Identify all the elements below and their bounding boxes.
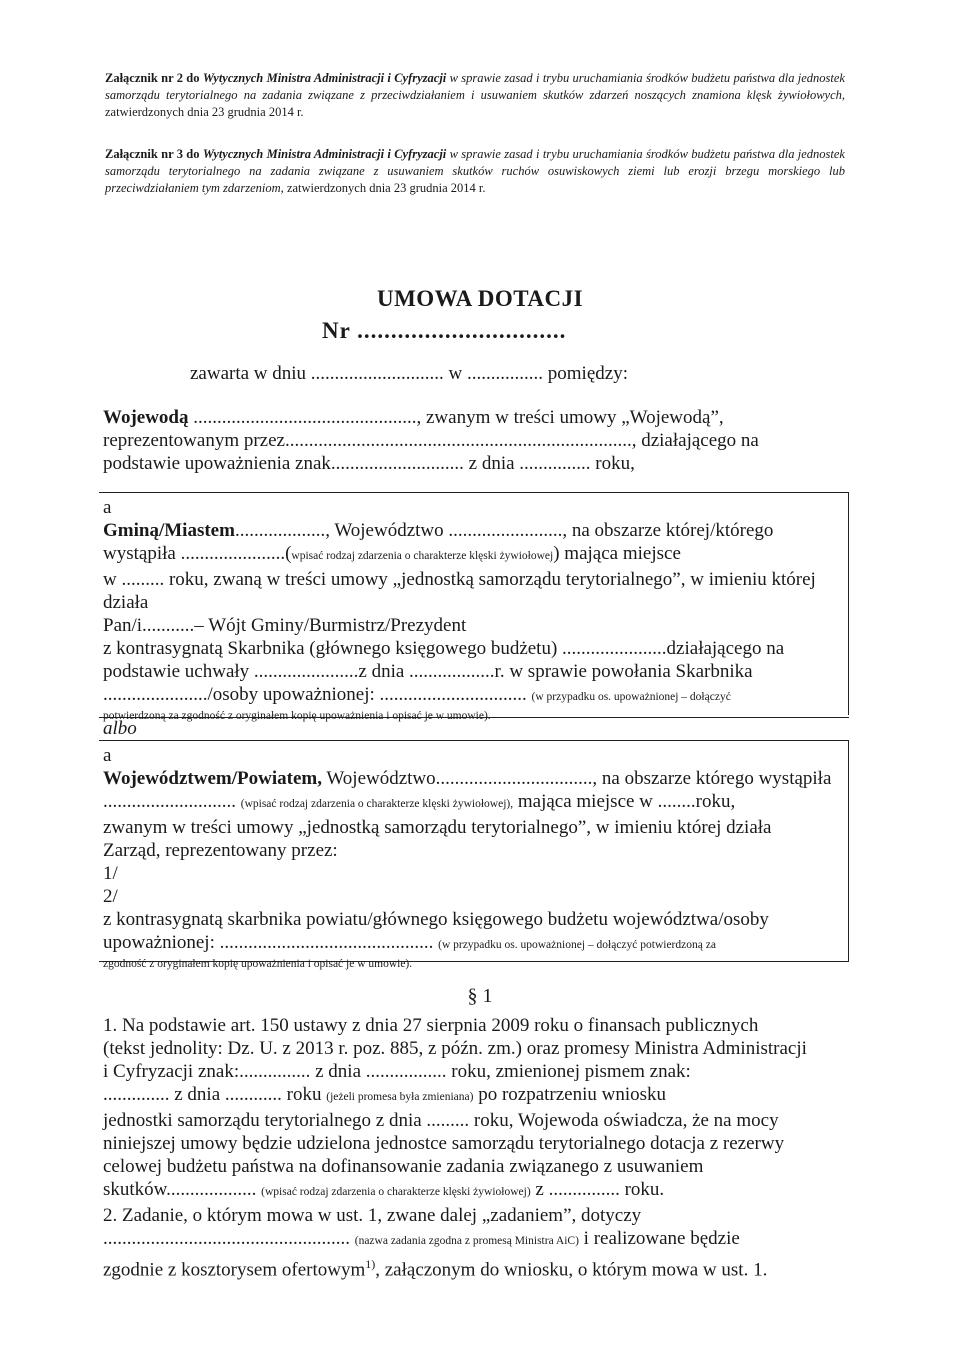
section-1-line-5: jednostki samorządu terytorialnego z dnia ......... roku, Wojewoda oświadcza, że na mocy bbox=[103, 1110, 779, 1131]
section-1-line-3: i Cyfryzacji znak:............... z dnia ................. roku, zmienionej pismem znak: bbox=[103, 1061, 691, 1082]
municipality-line-1: ..................., Województwo ........................, na obszarze której/którego bbox=[234, 520, 774, 541]
voivodeship-line-6: 2/ bbox=[103, 886, 118, 907]
section-1-item-2-line-1: 2. Zadanie, o którym mowa w ust. 1, zwane dalej „zadaniem”, dotyczy bbox=[103, 1205, 642, 1226]
section-1-item-2-line-2-note: (nazwa zadania zgodna z promesą Ministra AiC) bbox=[354, 1235, 579, 1247]
voivodeship-line-9-note: zgodność z oryginałem kopię upoważnienia i opisać je w umowie). bbox=[103, 958, 413, 970]
section-1-line-2: (tekst jednolity: Dz. U. z 2013 r. poz. 885, z późn. zm.) oraz promesy Ministra Administracji bbox=[103, 1038, 807, 1059]
voivode-line-3: podstawie upoważnienia znak............................ z dnia ............... roku, bbox=[103, 453, 635, 474]
annex-2-header bbox=[105, 70, 845, 121]
municipality-line-2-note: wpisać rodzaj zdarzenia o charakterze klęski żywiołowej bbox=[291, 550, 554, 562]
voivodeship-name: Województwem/Powiatem, bbox=[103, 768, 322, 789]
section-1-line-8b: z ............... roku. bbox=[530, 1179, 665, 1200]
section-1-item-2-line-3a: zgodnie z kosztorysem ofertowym bbox=[103, 1259, 366, 1281]
annex-2-doc-title: Wytycznych Ministra Administracji i Cyfryzacji bbox=[202, 71, 447, 85]
voivode-party bbox=[103, 406, 841, 475]
section-1-line-4b: po rozpatrzeniu wniosku bbox=[473, 1084, 667, 1105]
document-title: UMOWA DOTACJI bbox=[376, 286, 584, 311]
municipality-name: Gminą/Miastem bbox=[103, 520, 235, 541]
voivodeship-line-3: zwanym w treści umowy „jednostką samorządu terytorialnego”, w imieniu której działa bbox=[103, 817, 772, 838]
section-1-line-7: celowej budżetu państwa na dofinansowanie zadania związanego z usuwaniem bbox=[103, 1156, 704, 1177]
agreement-number: Nr ............................... bbox=[322, 318, 567, 343]
municipality-line-7: podstawie uchwały ......................z dnia ..................r. w sprawie powołania Skarbnika bbox=[103, 661, 753, 682]
annex-3-subject: w sprawie zasad i trybu uruchamiania środków budżetu państwa dla jednostek samorządu terytorialnego na zadania związane z usuwaniem skutków ruchów osuwiskowych ziemi lub erozji brzegu morskiego lub przeciwdziałaniem tym zdarzeniom, bbox=[105, 147, 845, 195]
municipality-line-5: Pan/i...........– Wójt Gminy/Burmistrz/Prezydent bbox=[103, 615, 467, 636]
section-1-item-2-line-2b: i realizowane będzie bbox=[578, 1228, 740, 1249]
section-1-item-2-line-3b: , załączonym do wniosku, o którym mowa w ust. 1. bbox=[375, 1259, 768, 1281]
municipality-line-9-note: potwierdzoną za zgodność z oryginałem kopię upoważnienia i opisać je w umowie). bbox=[103, 710, 491, 722]
municipality-line-4: działa bbox=[103, 592, 149, 613]
section-1-line-4-note: (jeżeli promesa była zmieniana) bbox=[326, 1091, 474, 1103]
voivodeship-line-2a: ............................ bbox=[103, 791, 241, 812]
municipality-line-2b: ) mająca miejsce bbox=[553, 543, 681, 564]
annex-3-lead: Załącznik nr 3 do bbox=[105, 147, 203, 161]
municipality-line-6: z kontrasygnatą Skarbnika (głównego księgowego budżetu) ......................działającego na bbox=[103, 638, 785, 659]
voivodeship-line-7: z kontrasygnatą skarbnika powiatu/głównego księgowego budżetu województwa/osoby bbox=[103, 909, 769, 930]
section-1-line-1: 1. Na podstawie art. 150 ustawy z dnia 27 sierpnia 2009 roku o finansach publicznych bbox=[103, 1015, 759, 1036]
voivode-line-2: reprezentowanym przez........................................................................., działającego na bbox=[103, 430, 759, 451]
voivode-line-1: ..............................................., zwanym w treści umowy „Wojewodą”, bbox=[188, 407, 724, 428]
annex-2-subject: w sprawie zasad i trybu uruchamiania środków budżetu państwa dla jednostek samorządu terytorialnego na zadania związane z przeciwdziałaniem i usuwaniem skutków zdarzeń noszących znamiona klęsk żywiołowych, bbox=[105, 71, 845, 102]
alternative-label: albo bbox=[103, 718, 137, 739]
municipality-line-3: w ......... roku, zwaną w treści umowy „jednostką samorządu terytorialnego”, w imieniu której bbox=[103, 569, 816, 590]
section-1-heading: § 1 bbox=[467, 985, 493, 1007]
voivodeship-line-1: Województwo................................., na obszarze którego wystąpiła bbox=[321, 768, 832, 789]
annex-2-date: zatwierdzonych dnia 23 grudnia 2014 r. bbox=[105, 105, 304, 119]
municipality-line-2a: wystąpiła ......................( bbox=[103, 543, 292, 564]
voivodeship-line-2b: mająca miejsce w ........roku, bbox=[513, 791, 736, 812]
municipality-party bbox=[103, 496, 841, 724]
voivodeship-party bbox=[103, 744, 841, 972]
section-1-line-6: niniejszej umowy będzie udzielona jednostce samorządu terytorialnego dotacja z rezerwy bbox=[103, 1133, 785, 1154]
conjunction-a-1: a bbox=[103, 497, 112, 518]
annex-3-date: zatwierdzonych dnia 23 grudnia 2014 r. bbox=[283, 181, 486, 195]
footnote-marker: 1) bbox=[365, 1257, 376, 1271]
voivode-name: Wojewodą bbox=[103, 407, 189, 428]
voivodeship-line-4: Zarząd, reprezentowany przez: bbox=[103, 840, 338, 861]
annex-3-doc-title: Wytycznych Ministra Administracji i Cyfryzacji bbox=[202, 147, 447, 161]
voivodeship-line-8-note: (w przypadku os. upoważnionej – dołączyć potwierdzoną za bbox=[438, 939, 716, 951]
voivodeship-line-2-note: (wpisać rodzaj zdarzenia o charakterze klęski żywiołowej), bbox=[240, 798, 514, 810]
section-1-body bbox=[103, 1014, 841, 1281]
annex-3-header bbox=[105, 146, 845, 197]
section-1-line-8-note: (wpisać rodzaj zdarzenia o charakterze klęski żywiołowej) bbox=[261, 1186, 531, 1198]
annex-2-lead: Załącznik nr 2 do bbox=[105, 71, 203, 85]
section-1-line-8a: skutków................... bbox=[103, 1179, 262, 1200]
municipality-line-8-note: (w przypadku os. upoważnionej – dołączyć bbox=[531, 691, 731, 703]
conjunction-a-2: a bbox=[103, 745, 112, 766]
voivodeship-line-5: 1/ bbox=[103, 863, 118, 884]
section-1-line-4a: .............. z dnia ............ roku bbox=[103, 1084, 327, 1105]
voivodeship-line-8a: upoważnionej: ............................................. bbox=[103, 932, 439, 953]
concluded-on-line: zawarta w dniu ............................ w ................ pomiędzy: bbox=[190, 363, 628, 384]
section-1-item-2-line-2a: .................................................... bbox=[103, 1228, 355, 1249]
municipality-line-8a: ....................../osoby upoważnionej: ............................... bbox=[103, 684, 532, 705]
